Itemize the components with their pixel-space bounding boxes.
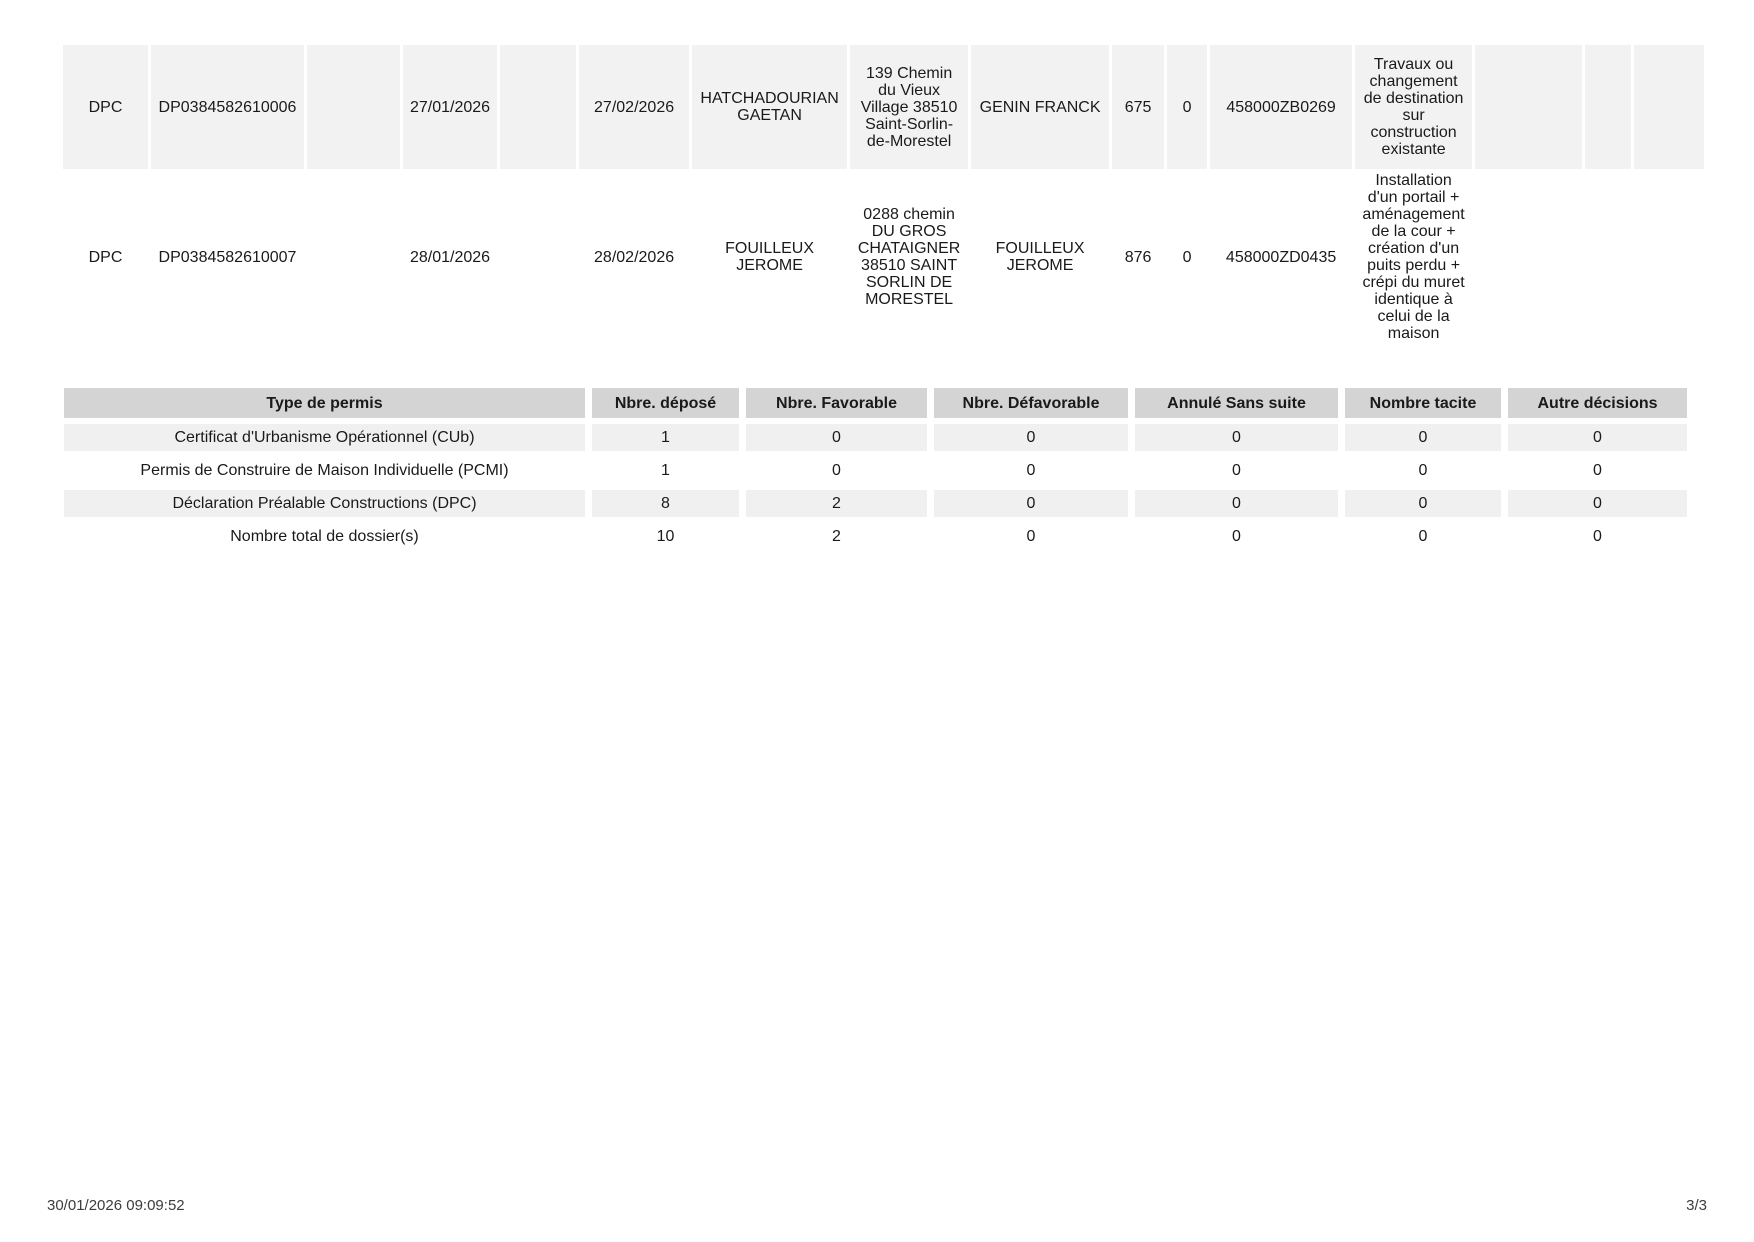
record-cell-empty: [1585, 45, 1631, 169]
permit-records-table: [60, 42, 1707, 345]
record-cell-empty: [1475, 172, 1582, 342]
footer-timestamp: 30/01/2026 09:09:52: [47, 1197, 185, 1214]
record-cell-empty: [500, 45, 576, 169]
record-cell-empty: [1634, 172, 1704, 342]
record-cell-owner: GENIN FRANCK: [971, 45, 1109, 169]
summary-total-row: [64, 523, 1687, 550]
summary-value: 0: [832, 462, 841, 479]
record-cell-empty: [1634, 45, 1704, 169]
record-cell-parcel: 458000ZB0269: [1210, 45, 1352, 169]
record-cell-number: DP0384582610007: [158, 248, 297, 266]
record-cell-type: DPC: [88, 248, 123, 266]
summary-value: 0: [1345, 424, 1501, 451]
summary-value: 0: [934, 424, 1128, 451]
footer-page-number: 3/3: [1686, 1197, 1707, 1214]
summary-header-permit-type: Type de permis: [64, 388, 585, 418]
summary-value: 0: [1345, 490, 1501, 517]
summary-row-label: Certificat d'Urbanisme Opérationnel (CUb): [64, 424, 585, 451]
record-cell-empty: [307, 172, 400, 342]
record-cell-applicant: HATCHADOURIAN GAETAN: [692, 45, 847, 169]
summary-value: 0: [1232, 462, 1241, 479]
summary-row: [64, 490, 1687, 517]
summary-value: 1: [592, 424, 739, 451]
summary-row: [64, 424, 1687, 451]
record-cell-parcel: 458000ZD0435: [1225, 248, 1337, 266]
record-row: [63, 45, 1704, 169]
summary-row-label: Nombre total de dossier(s): [230, 528, 419, 545]
record-cell-description: Installation d'un portail + aménagement de la cour + création d'un puits perdu + crépi du muret identique à celui de la maison: [1362, 172, 1465, 342]
summary-row-label: Déclaration Préalable Constructions (DPC): [64, 490, 585, 517]
summary-row: [64, 457, 1687, 484]
summary-value: 0: [1418, 462, 1428, 479]
record-cell-surface: 876: [1124, 248, 1152, 266]
record-cell-empty: [500, 172, 576, 342]
summary-header-deposited: Nbre. déposé: [592, 388, 739, 418]
summary-header-row: [64, 388, 1687, 418]
summary-header-other: Autre décisions: [1508, 388, 1687, 418]
record-cell-address: 0288 chemin DU GROS CHATAIGNER 38510 SAINT SORLIN DE MORESTEL: [857, 206, 961, 308]
record-cell-count: 0: [1182, 248, 1192, 266]
summary-header-tacit: Nombre tacite: [1345, 388, 1501, 418]
summary-value: 0: [1026, 528, 1036, 545]
permit-summary-table: [57, 382, 1694, 556]
summary-header-unfavorable: Nbre. Défavorable: [934, 388, 1128, 418]
record-cell-surface: 675: [1112, 45, 1164, 169]
record-cell-empty: [1585, 172, 1631, 342]
summary-value: 0: [1026, 462, 1036, 479]
summary-row-label: Permis de Construire de Maison Individuelle (PCMI): [140, 462, 509, 479]
record-cell-empty: [1475, 45, 1582, 169]
record-cell-limit-date: 27/02/2026: [579, 45, 689, 169]
record-cell-number: DP0384582610006: [151, 45, 304, 169]
summary-value: 2: [746, 490, 927, 517]
record-cell-limit-date: 28/02/2026: [594, 248, 675, 266]
summary-value: 1: [661, 462, 670, 479]
record-cell-applicant: FOUILLEUX JEROME: [725, 240, 815, 274]
summary-value: 0: [1418, 528, 1428, 545]
summary-value: 0: [1508, 490, 1687, 517]
summary-value: 0: [934, 490, 1128, 517]
summary-value: 0: [1135, 490, 1338, 517]
record-cell-address: 139 Chemin du Vieux Village 38510 Saint-Sorlin-de-Morestel: [850, 45, 968, 169]
summary-header-favorable: Nbre. Favorable: [746, 388, 927, 418]
record-cell-description: Travaux ou changement de destination sur construction existante: [1355, 45, 1472, 169]
summary-value: 2: [832, 528, 841, 545]
record-cell-deposit-date: 28/01/2026: [410, 248, 491, 266]
record-row: [63, 172, 1704, 342]
summary-value: 0: [1593, 528, 1602, 545]
summary-value: 0: [1593, 462, 1602, 479]
summary-value: 10: [656, 528, 675, 545]
summary-value: 0: [1135, 424, 1338, 451]
summary-value: 8: [592, 490, 739, 517]
record-cell-owner: FOUILLEUX JEROME: [995, 240, 1085, 274]
record-cell-deposit-date: 27/01/2026: [403, 45, 497, 169]
summary-header-cancelled: Annulé Sans suite: [1135, 388, 1338, 418]
record-cell-empty: [307, 45, 400, 169]
summary-value: 0: [746, 424, 927, 451]
summary-value: 0: [1508, 424, 1687, 451]
summary-value: 0: [1232, 528, 1241, 545]
record-cell-type: DPC: [63, 45, 148, 169]
record-cell-count: 0: [1167, 45, 1207, 169]
